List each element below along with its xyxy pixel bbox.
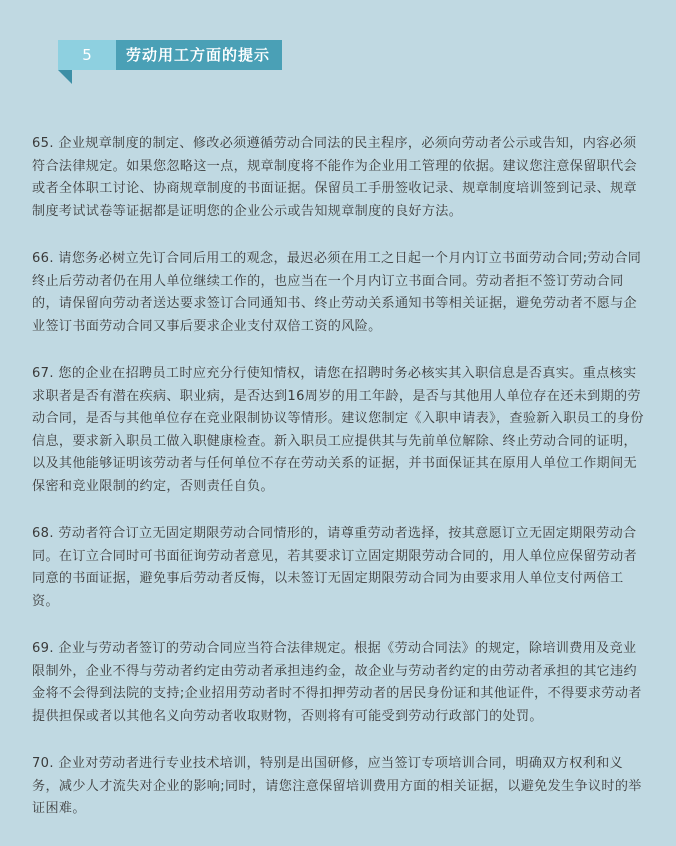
paragraph-70: 70. 企业对劳动者进行专业技术培训，特别是出国研修，应当签订专项培训合同，明确双方权利和义务，减少人才流失对企业的影响;同时，请您注意保留培训费用方面的相关证据，以避免发生争议时的举证困难。 — [32, 756, 642, 816]
paragraph-69: 69. 企业与劳动者签订的劳动合同应当符合法律规定。根据《劳动合同法》的规定，除培训费用及竞业限制外，企业不得与劳动者约定由劳动者承担违约金，故企业与劳动者约定的由劳动者承担的其它违约金将不会得到法院的支持;企业招用劳动者时不得扣押劳动者的居民身份证和其他证件，不得要求劳动者提供担保或者以其他名义向劳动者收取财物，否则将有可能受到劳动行政部门的处罚。 — [32, 641, 642, 724]
section-title: 劳动用工方面的提示 — [116, 40, 282, 70]
paragraph-65: 65. 企业规章制度的制定、修改必须遵循劳动合同法的民主程序，必须向劳动者公示或告知，内容必须符合法律规定。如果您忽略这一点，规章制度将不能作为企业用工管理的依据。建议您注意保留职代会或者全体职工讨论、协商规章制度的书面证据。保留员工手册签收记录、规章制度培训签到记录、规章制度考试试卷等证据都是证明您的企业公示或告知规章制度的良好方法。 — [32, 136, 637, 219]
section-number: 5 — [58, 40, 116, 70]
paragraph-66: 66. 请您务必树立先订合同后用工的观念，最迟必须在用工之日起一个月内订立书面劳动合同;劳动合同终止后劳动者仍在用人单位继续工作的，也应当在一个月内订立书面合同。劳动者拒不签订劳动合同的，请保留向劳动者送达要求签订合同通知书、终止劳动关系通知书等相关证据，避免劳动者不愿与企业签订书面劳动合同又事后要求企业支付双倍工资的风险。 — [32, 251, 642, 334]
section-header — [58, 40, 282, 70]
content-body — [32, 133, 646, 846]
paragraph-68: 68. 劳动者符合订立无固定期限劳动合同情形的，请尊重劳动者选择，按其意愿订立无固定期限劳动合同。在订立合同时可书面征询劳动者意见，若其要求订立固定期限劳动合同的，用人单位应保留劳动者同意的书面证据，避免事后劳动者反悔，以未签订无固定期限劳动合同为由要求用人单位支付两倍工资。 — [32, 526, 637, 609]
paragraph-67: 67. 您的企业在招聘员工时应充分行使知情权，请您在招聘时务必核实其入职信息是否真实。重点核实求职者是否有潜在疾病、职业病，是否达到16周岁的用工年龄，是否与其他用人单位存在还未到期的劳动合同，是否与其他单位存在竞业限制协议等情形。建议您制定《入职申请表》，查验新入职员工的身份信息，要求新入职员工做入职健康检查。新入职员工应提供其与先前单位解除、终止劳动合同的证明，以及其他能够证明该劳动者与任何单位不存在劳动关系的证据，并书面保证其在原用人单位工作期间无保密和竞业限制的约定，否则责任自负。 — [32, 366, 644, 494]
header-fold-decoration — [58, 70, 72, 84]
